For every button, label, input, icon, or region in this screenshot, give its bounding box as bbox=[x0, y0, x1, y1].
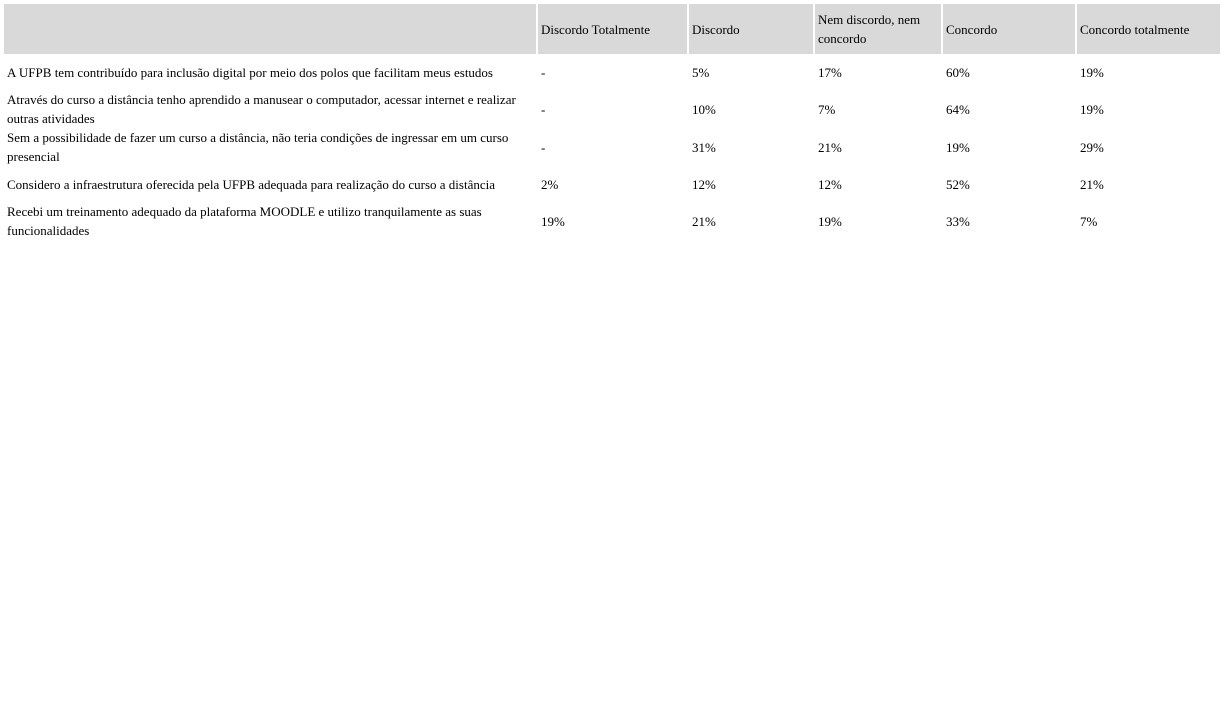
header-concordo-totalmente: Concordo totalmente bbox=[1077, 4, 1220, 54]
cell-concordo: 33% bbox=[946, 213, 970, 229]
cell-nem-discordo-nem-concordo: 7% bbox=[818, 101, 836, 117]
table-header-row bbox=[4, 4, 1220, 54]
cell-discordo-totalmente: 2% bbox=[541, 176, 559, 192]
table-row bbox=[4, 166, 1220, 202]
cell-nem-discordo-nem-concordo: 17% bbox=[818, 64, 842, 80]
cell-discordo: 5% bbox=[692, 64, 710, 80]
cell-discordo-totalmente: - bbox=[541, 101, 546, 117]
table-row bbox=[4, 202, 1220, 240]
row-statement: Considero a infraestrutura oferecida pela UFPB adequada para realização do curso a distância bbox=[7, 176, 496, 192]
cell-discordo-totalmente: - bbox=[541, 139, 546, 155]
cell-concordo-totalmente: 29% bbox=[1080, 139, 1104, 155]
header-statement bbox=[4, 4, 538, 54]
cell-concordo: 19% bbox=[946, 139, 970, 155]
cell-concordo: 64% bbox=[946, 101, 970, 117]
header-nem-discordo-nem-concordo: Nem discordo, nem concordo bbox=[815, 4, 943, 54]
cell-concordo-totalmente: 7% bbox=[1080, 213, 1098, 229]
cell-concordo-totalmente: 19% bbox=[1080, 101, 1104, 117]
header-discordo: Discordo bbox=[689, 4, 815, 54]
cell-nem-discordo-nem-concordo: 19% bbox=[818, 213, 842, 229]
cell-discordo: 10% bbox=[692, 101, 716, 117]
cell-discordo-totalmente: 19% bbox=[541, 213, 565, 229]
row-statement: Recebi um treinamento adequado da plataforma MOODLE e utilizo tranquilamente as suas funcionalidades bbox=[7, 204, 482, 238]
cell-concordo: 60% bbox=[946, 64, 970, 80]
header-discordo-totalmente: Discordo Totalmente bbox=[538, 4, 689, 54]
cell-discordo: 12% bbox=[692, 176, 716, 192]
cell-concordo-totalmente: 21% bbox=[1080, 176, 1104, 192]
cell-discordo-totalmente: - bbox=[541, 64, 546, 80]
table-row bbox=[4, 54, 1220, 90]
row-statement: Através do curso a distância tenho aprendido a manusear o computador, acessar internet e realizar outras atividades bbox=[7, 92, 516, 126]
table-row bbox=[4, 128, 1220, 166]
row-statement: Sem a possibilidade de fazer um curso a distância, não teria condições de ingressar em um curso presencial bbox=[7, 130, 509, 164]
survey-table bbox=[4, 4, 1220, 240]
cell-discordo: 21% bbox=[692, 213, 716, 229]
table-row bbox=[4, 90, 1220, 128]
row-statement: A UFPB tem contribuído para inclusão digital por meio dos polos que facilitam meus estudos bbox=[7, 64, 493, 80]
cell-nem-discordo-nem-concordo: 12% bbox=[818, 176, 842, 192]
cell-concordo: 52% bbox=[946, 176, 970, 192]
cell-concordo-totalmente: 19% bbox=[1080, 64, 1104, 80]
cell-nem-discordo-nem-concordo: 21% bbox=[818, 139, 842, 155]
header-concordo: Concordo bbox=[943, 4, 1077, 54]
cell-discordo: 31% bbox=[692, 139, 716, 155]
